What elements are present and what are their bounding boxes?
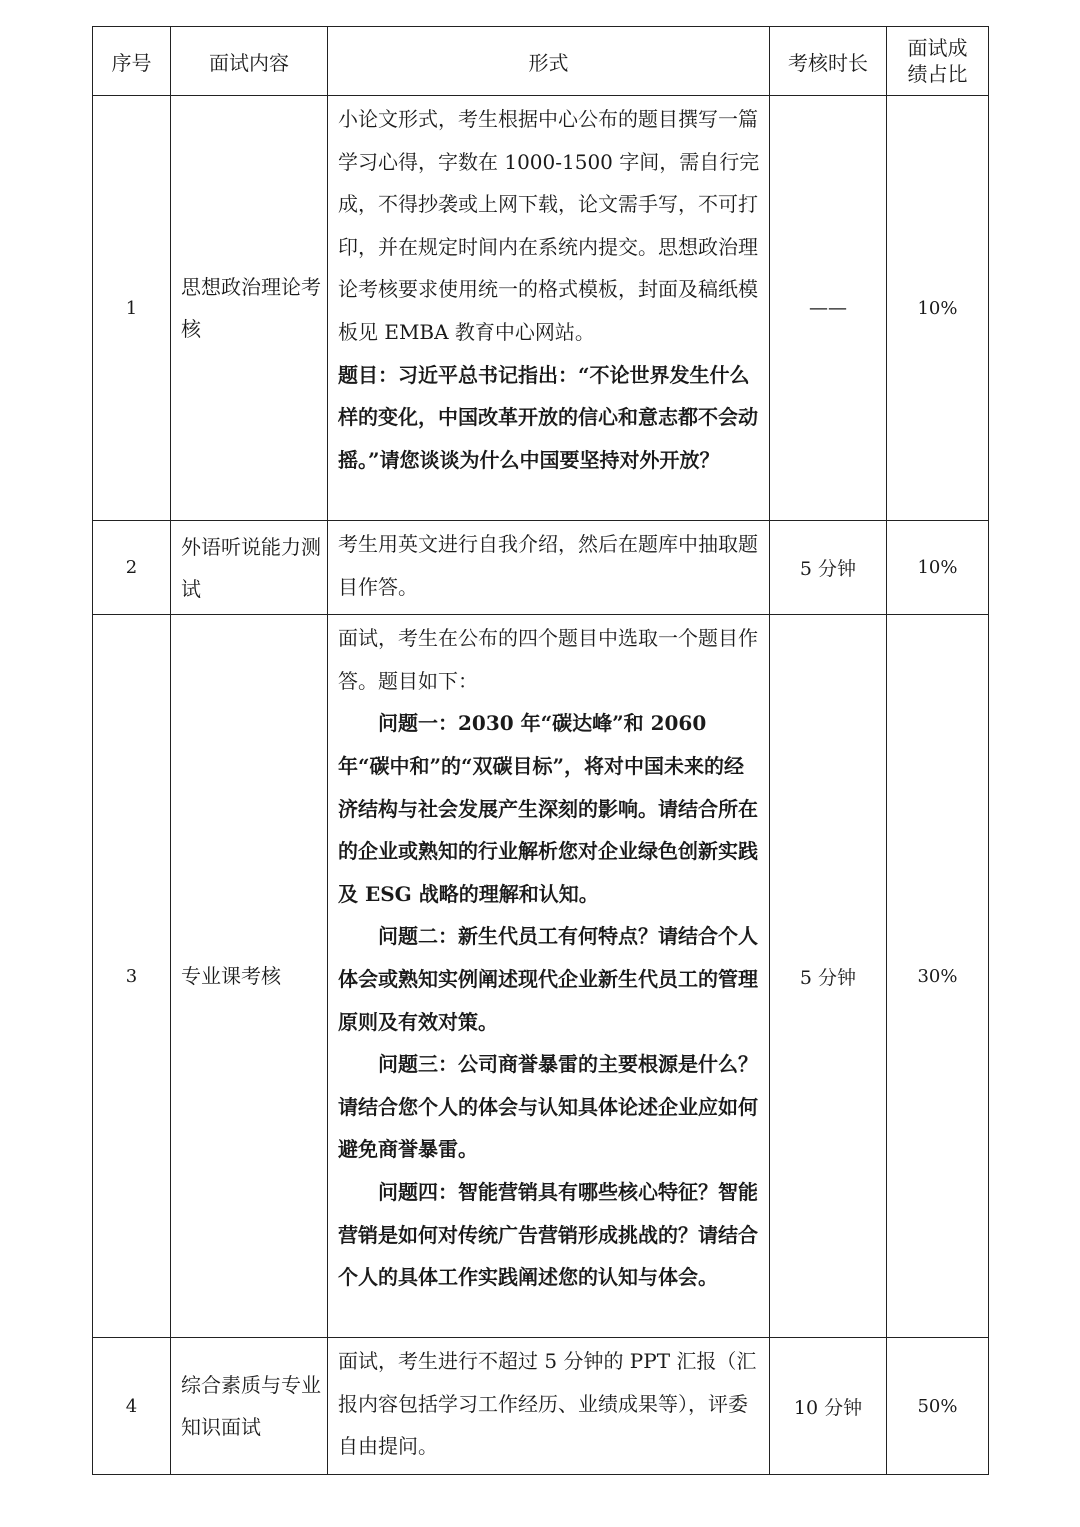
table-row (93, 96, 989, 521)
row-content: 专业课考核 (171, 615, 328, 1338)
row-form (328, 615, 770, 1338)
row-form (328, 521, 770, 615)
table-row (93, 521, 989, 615)
table-row (93, 615, 989, 1338)
form-text: 面试，考生在公布的四个题目中选取一个题目作答。题目如下： (338, 626, 758, 693)
header-row (93, 27, 989, 96)
row-content: 外语听说能力测试 (171, 521, 328, 615)
row-weight: 30% (887, 615, 989, 1338)
row-content: 综合素质与专业知识面试 (171, 1338, 328, 1475)
row-duration: —— (770, 96, 887, 521)
row-num: 1 (93, 96, 171, 521)
form-topic: 题目：习近平总书记指出：“不论世界发生什么样的变化，中国改革开放的信心和意志都不会动摇。”请您谈谈为什么中国要坚持对外开放？ (338, 362, 758, 472)
row-num: 4 (93, 1338, 171, 1475)
interview-table (92, 26, 989, 1475)
row-duration: 5 分钟 (770, 615, 887, 1338)
header-weight: 面试成绩占比 (887, 27, 989, 96)
header-form: 形式 (328, 27, 770, 96)
row-duration: 5 分钟 (770, 521, 887, 615)
row-weight: 50% (887, 1338, 989, 1475)
form-text: 小论文形式，考生根据中心公布的题目撰写一篇学习心得，字数在 1000-1500 字间，需自行完成，不得抄袭或上网下载，论文需手写，不可打印，并在规定时间内在系统内提交。思想政治理论考核要求使用统一的格式模板，封面及稿纸模板见 EMBA 教育中心网站。 (338, 107, 760, 344)
table-row (93, 1338, 989, 1475)
row-num: 3 (93, 615, 171, 1338)
question-2: 问题二：新生代员工有何特点？请结合个人体会或熟知实例阐述现代企业新生代员工的管理原则及有效对策。 (338, 924, 758, 1034)
row-weight: 10% (887, 96, 989, 521)
row-weight: 10% (887, 521, 989, 615)
row-duration: 10 分钟 (770, 1338, 887, 1475)
row-content: 思想政治理论考核 (171, 96, 328, 521)
header-num: 序号 (93, 27, 171, 96)
row-form (328, 1338, 770, 1475)
form-text: 考生用英文进行自我介绍，然后在题库中抽取题目作答。 (338, 532, 758, 599)
header-content: 面试内容 (171, 27, 328, 96)
header-duration: 考核时长 (770, 27, 887, 96)
question-4: 问题四：智能营销具有哪些核心特征？智能营销是如何对传统广告营销形成挑战的？请结合个人的具体工作实践阐述您的认知与体会。 (338, 1179, 758, 1290)
question-1: 问题一：2030 年“碳达峰”和 2060 年“碳中和”的“双碳目标”，将对中国未来的经济结构与社会发展产生深刻的影响。请结合所在的企业或熟知的行业解析您对企业绿色创新实践及 ESG 战略的理解和认知。 (338, 711, 758, 906)
row-num: 2 (93, 521, 171, 615)
question-3: 问题三：公司商誉暴雷的主要根源是什么？请结合您个人的体会与认知具体论述企业应如何避免商誉暴雷。 (338, 1052, 758, 1162)
row-form (328, 96, 770, 521)
form-text: 面试，考生进行不超过 5 分钟的 PPT 汇报（汇报内容包括学习工作经历、业绩成果等），评委自由提问。 (338, 1349, 757, 1459)
